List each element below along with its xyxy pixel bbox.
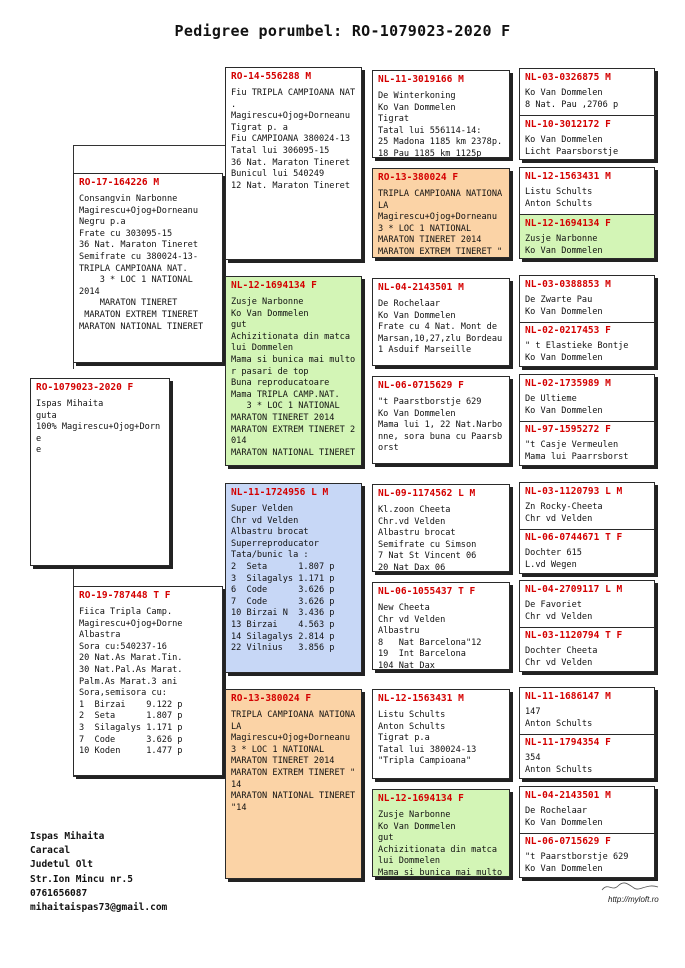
pigeon-description: "t Paarstborstje 629 Ko Van Dommelen: [525, 852, 629, 874]
divider: [520, 115, 654, 116]
pigeon-description: Ko Van Dommelen Licht Paarsborstje: [525, 135, 619, 157]
ring-number: NL-97-1595272 F: [525, 424, 611, 435]
ring-number: RO-13-380024 F: [231, 693, 312, 704]
pigeon-description: Super Velden Chr vd Velden Albastru brocat Superreproducator Tata/bunic la : 2 Seta 1.807 p 3 Silagalys 1.171 p 6 Code 3.626 p 7 Code 3.626 p 10 Birzai N 3.436 p 13 Birzai 4.563 p 14 Silagalys 2.814 p 22 Vilnius 3.856 p: [231, 504, 335, 654]
pigeon-description: " t Elastieke Bontje Ko Van Dommelen: [525, 341, 629, 363]
pigeon-description: Dochter 615 L.vd Wegen: [525, 548, 582, 570]
ring-number: NL-11-3019166 M: [378, 74, 464, 85]
ring-number: NL-06-0715629 F: [525, 836, 611, 847]
pigeon-description: De Rochelaar Ko Van Dommelen: [525, 806, 603, 828]
ggg-pair-card[interactable]: [519, 374, 655, 466]
ring-number: NL-10-3012172 F: [525, 119, 611, 130]
owner-phone: 0761656087: [30, 887, 88, 899]
pigeon-description: "t Casje Vermeulen Mama lui Paarrsborst: [525, 440, 629, 462]
sire-card[interactable]: [73, 173, 223, 363]
ring-number: RO-13-380024 F: [378, 172, 459, 183]
connector-line: [73, 145, 225, 146]
connector-line: [73, 776, 225, 777]
owner-email[interactable]: mihaitaispas73@gmail.com: [30, 902, 168, 914]
ring-number: RO-1079023-2020 F: [36, 382, 134, 393]
divider: [520, 322, 654, 323]
ring-number: NL-11-1686147 M: [525, 691, 611, 702]
ggg-pair-card[interactable]: [519, 482, 655, 574]
ggg-pair-card[interactable]: [519, 68, 655, 160]
pigeon-description: Zusje Narbonne Ko Van Dommelen gut Achizitionata din matca lui Dommelen Mama si bunica mai multo: [378, 810, 503, 877]
owner-name: Ispas Mihaita: [30, 831, 105, 842]
ring-number: RO-19-787448 T F: [79, 590, 171, 601]
pigeon-description: Fiu TRIPLA CAMPIOANA NAT . Magirescu+Ojog+Dorneanu Tigrat p. a Fiu CAMPIOANA 380024-13 Tatal lui 306095-15 36 Nat. Maraton Tineret Bunicul lui 540249 12 Nat. Maraton Tineret: [231, 88, 356, 191]
pigeon-description: De Ultieme Ko Van Dommelen: [525, 394, 603, 416]
ring-number: NL-06-0744671 T F: [525, 532, 623, 543]
ring-number: NL-09-1174562 L M: [378, 488, 476, 499]
pigeon-description: Listu Schults Anton Schults Tigrat p.a Tatal lui 380024-13 "Tripla Campioana": [378, 710, 477, 767]
owner-street: Str.Ion Mincu nr.5: [30, 873, 133, 885]
pigeon-description: "t Paarstborstje 629 Ko Van Dommelen Mama lui 1, 22 Nat.Narbo nne, sora buna cu Paarsb orst: [378, 397, 503, 454]
ggg-pair-card[interactable]: [519, 167, 655, 259]
pigeon-description: De Rochelaar Ko Van Dommelen Frate cu 4 Nat. Mont de Marsan,10,27,zlu Bordeau 1 Asduif Marseille: [378, 299, 503, 356]
ring-number: NL-12-1694134 F: [231, 280, 317, 291]
dam-card[interactable]: [73, 586, 223, 776]
pigeon-description: Kl.zoon Cheeta Chr.vd Velden Albastru brocat Semifrate cu Simson 7 Nat St Vincent 06 20 Nat Dax 06: [378, 505, 477, 572]
pigeon-description: Zn Rocky-Cheeta Chr vd Velden: [525, 502, 603, 524]
ring-number: NL-04-2709117 L M: [525, 584, 623, 595]
pigeon-description: De Winterkoning Ko Van Dommelen Tigrat Tatal lui 556114-14: 25 Madona 1185 km 2378p. 18 Pau 1185 km 1125p: [378, 91, 503, 158]
ring-number: NL-06-0715629 F: [378, 380, 464, 391]
great-grandparent-card[interactable]: [372, 582, 510, 670]
ring-number: NL-11-1724956 L M: [231, 487, 329, 498]
pigeon-description: TRIPLA CAMPIOANA NATIONA LA Magirescu+Ojog+Dorneanu 3 * LOC 1 NATIONAL MARATON TINERET 2014 MARATON EXTREM TINERET ": [378, 189, 503, 257]
ggg-pair-card[interactable]: [519, 786, 655, 878]
pigeon-description: Ko Van Dommelen 8 Nat. Pau ,2706 p: [525, 88, 619, 110]
divider: [520, 833, 654, 834]
ring-number: RO-17-164226 M: [79, 177, 160, 188]
great-grandparent-card[interactable]: [372, 789, 510, 877]
pigeon-description: Zusje Narbonne Ko Van Dommelen: [525, 234, 603, 256]
pigeon-description: 354 Anton Schults: [525, 753, 593, 775]
grandparent-card[interactable]: [225, 67, 362, 260]
pigeon-description: Listu Schults Anton Schults: [525, 187, 593, 209]
ggg-pair-card[interactable]: [519, 275, 655, 367]
grandparent-card[interactable]: [225, 483, 362, 673]
great-grandparent-card[interactable]: [372, 689, 510, 779]
grandparent-card[interactable]: [225, 689, 362, 879]
pigeon-description: De Favoriet Chr vd Velden: [525, 600, 593, 622]
ring-number: NL-04-2143501 M: [525, 790, 611, 801]
ring-number: NL-03-0388853 M: [525, 279, 611, 290]
ring-number: NL-04-2143501 M: [378, 282, 464, 293]
great-grandparent-card[interactable]: [372, 278, 510, 366]
pigeon-description: Ispas Mihaita guta 100% Magirescu+Ojog+Dorne e: [36, 399, 161, 456]
subject-card[interactable]: [30, 378, 170, 566]
grandparent-card[interactable]: [225, 276, 362, 466]
ring-number: NL-12-1563431 M: [525, 171, 611, 182]
ring-number: RO-14-556288 M: [231, 71, 312, 82]
ring-number: NL-11-1794354 F: [525, 737, 611, 748]
ring-number: NL-06-1055437 T F: [378, 586, 476, 597]
website-link[interactable]: http://myloft.ro: [608, 895, 659, 904]
ggg-pair-card[interactable]: [519, 687, 655, 779]
divider: [520, 529, 654, 530]
pigeon-description: Fiica Tripla Camp. Magirescu+Ojog+Dorne Albastra Sora cu:540237-16 20 Nat.As Marat.Tin. 30 Nat.Pal.As Marat. Palm.As Marat.3 ani Sora,semisora cu: 1 Birzai 9.122 p 2 Seta 1.807 p 3 Silagalys 1.171 p 7 Code 3.626 p 10 Koden 1.477 p: [79, 607, 183, 757]
ring-number: NL-02-1735989 M: [525, 378, 611, 389]
ring-number: NL-02-0217453 F: [525, 325, 611, 336]
great-grandparent-card[interactable]: [372, 168, 510, 258]
ring-number: NL-12-1563431 M: [378, 693, 464, 704]
ring-number: NL-12-1694134 F: [378, 793, 464, 804]
owner-contact: [30, 830, 167, 915]
divider: [520, 627, 654, 628]
connector-line: [73, 368, 74, 369]
pigeon-description: Consangvin Narbonne Magirescu+Ojog+Dorneanu Negru p.a Frate cu 303095-15 36 Nat. Maraton Tineret Semifrate cu 380024-13- TRIPLA CAMPIOANA NAT. 3 * LOC 1 NATIONAL 2014 MARATON TINERET MARATON EXTREM TINERET MARATON NATIONAL TINERET: [79, 194, 204, 332]
pigeon-description: Dochter Cheeta Chr vd Velden: [525, 646, 598, 668]
pigeon-description: 147 Anton Schults: [525, 707, 593, 729]
signature-logo-icon: [600, 880, 660, 894]
ring-number: NL-03-1120794 T F: [525, 630, 623, 641]
great-grandparent-card[interactable]: [372, 70, 510, 158]
ring-number: NL-12-1694134 F: [525, 218, 611, 229]
ring-number: NL-03-0326875 M: [525, 72, 611, 83]
pigeon-description: Zusje Narbonne Ko Van Dommelen gut Achizitionata din matca lui Dommelen Mama si bunica mai multo r pasari de top Buna reproducatoare Mama TRIPLA CAMP.NAT. 3 * LOC 1 NATIONAL MARATON TINERET 2014 MARATON EXTREM TINERET 2 014 MARATON NATIONAL TINERET: [231, 297, 356, 458]
pigeon-description: TRIPLA CAMPIOANA NATIONA LA Magirescu+Ojog+Dorneanu 3 * LOC 1 NATIONAL MARATON TINERET 2014 MARATON EXTREM TINERET " 14 MARATON NATIONAL TINERET "14: [231, 710, 356, 813]
divider: [520, 734, 654, 735]
ggg-pair-card[interactable]: [519, 580, 655, 672]
ring-number: NL-03-1120793 L M: [525, 486, 623, 497]
divider: [520, 421, 654, 422]
pigeon-description: New Cheeta Chr vd Velden Albastru 8 Nat Barcelona"12 19 Int Barcelona 104 Nat Dax: [378, 603, 482, 670]
great-grandparent-card[interactable]: [372, 484, 510, 572]
great-grandparent-card[interactable]: [372, 376, 510, 464]
owner-city: Caracal: [30, 845, 71, 857]
pigeon-description: De Zwarte Pau Ko Van Dommelen: [525, 295, 603, 317]
page-title: Pedigree porumbel: RO-1079023-2020 F: [174, 22, 511, 40]
owner-county: Judetul Olt: [30, 859, 93, 871]
